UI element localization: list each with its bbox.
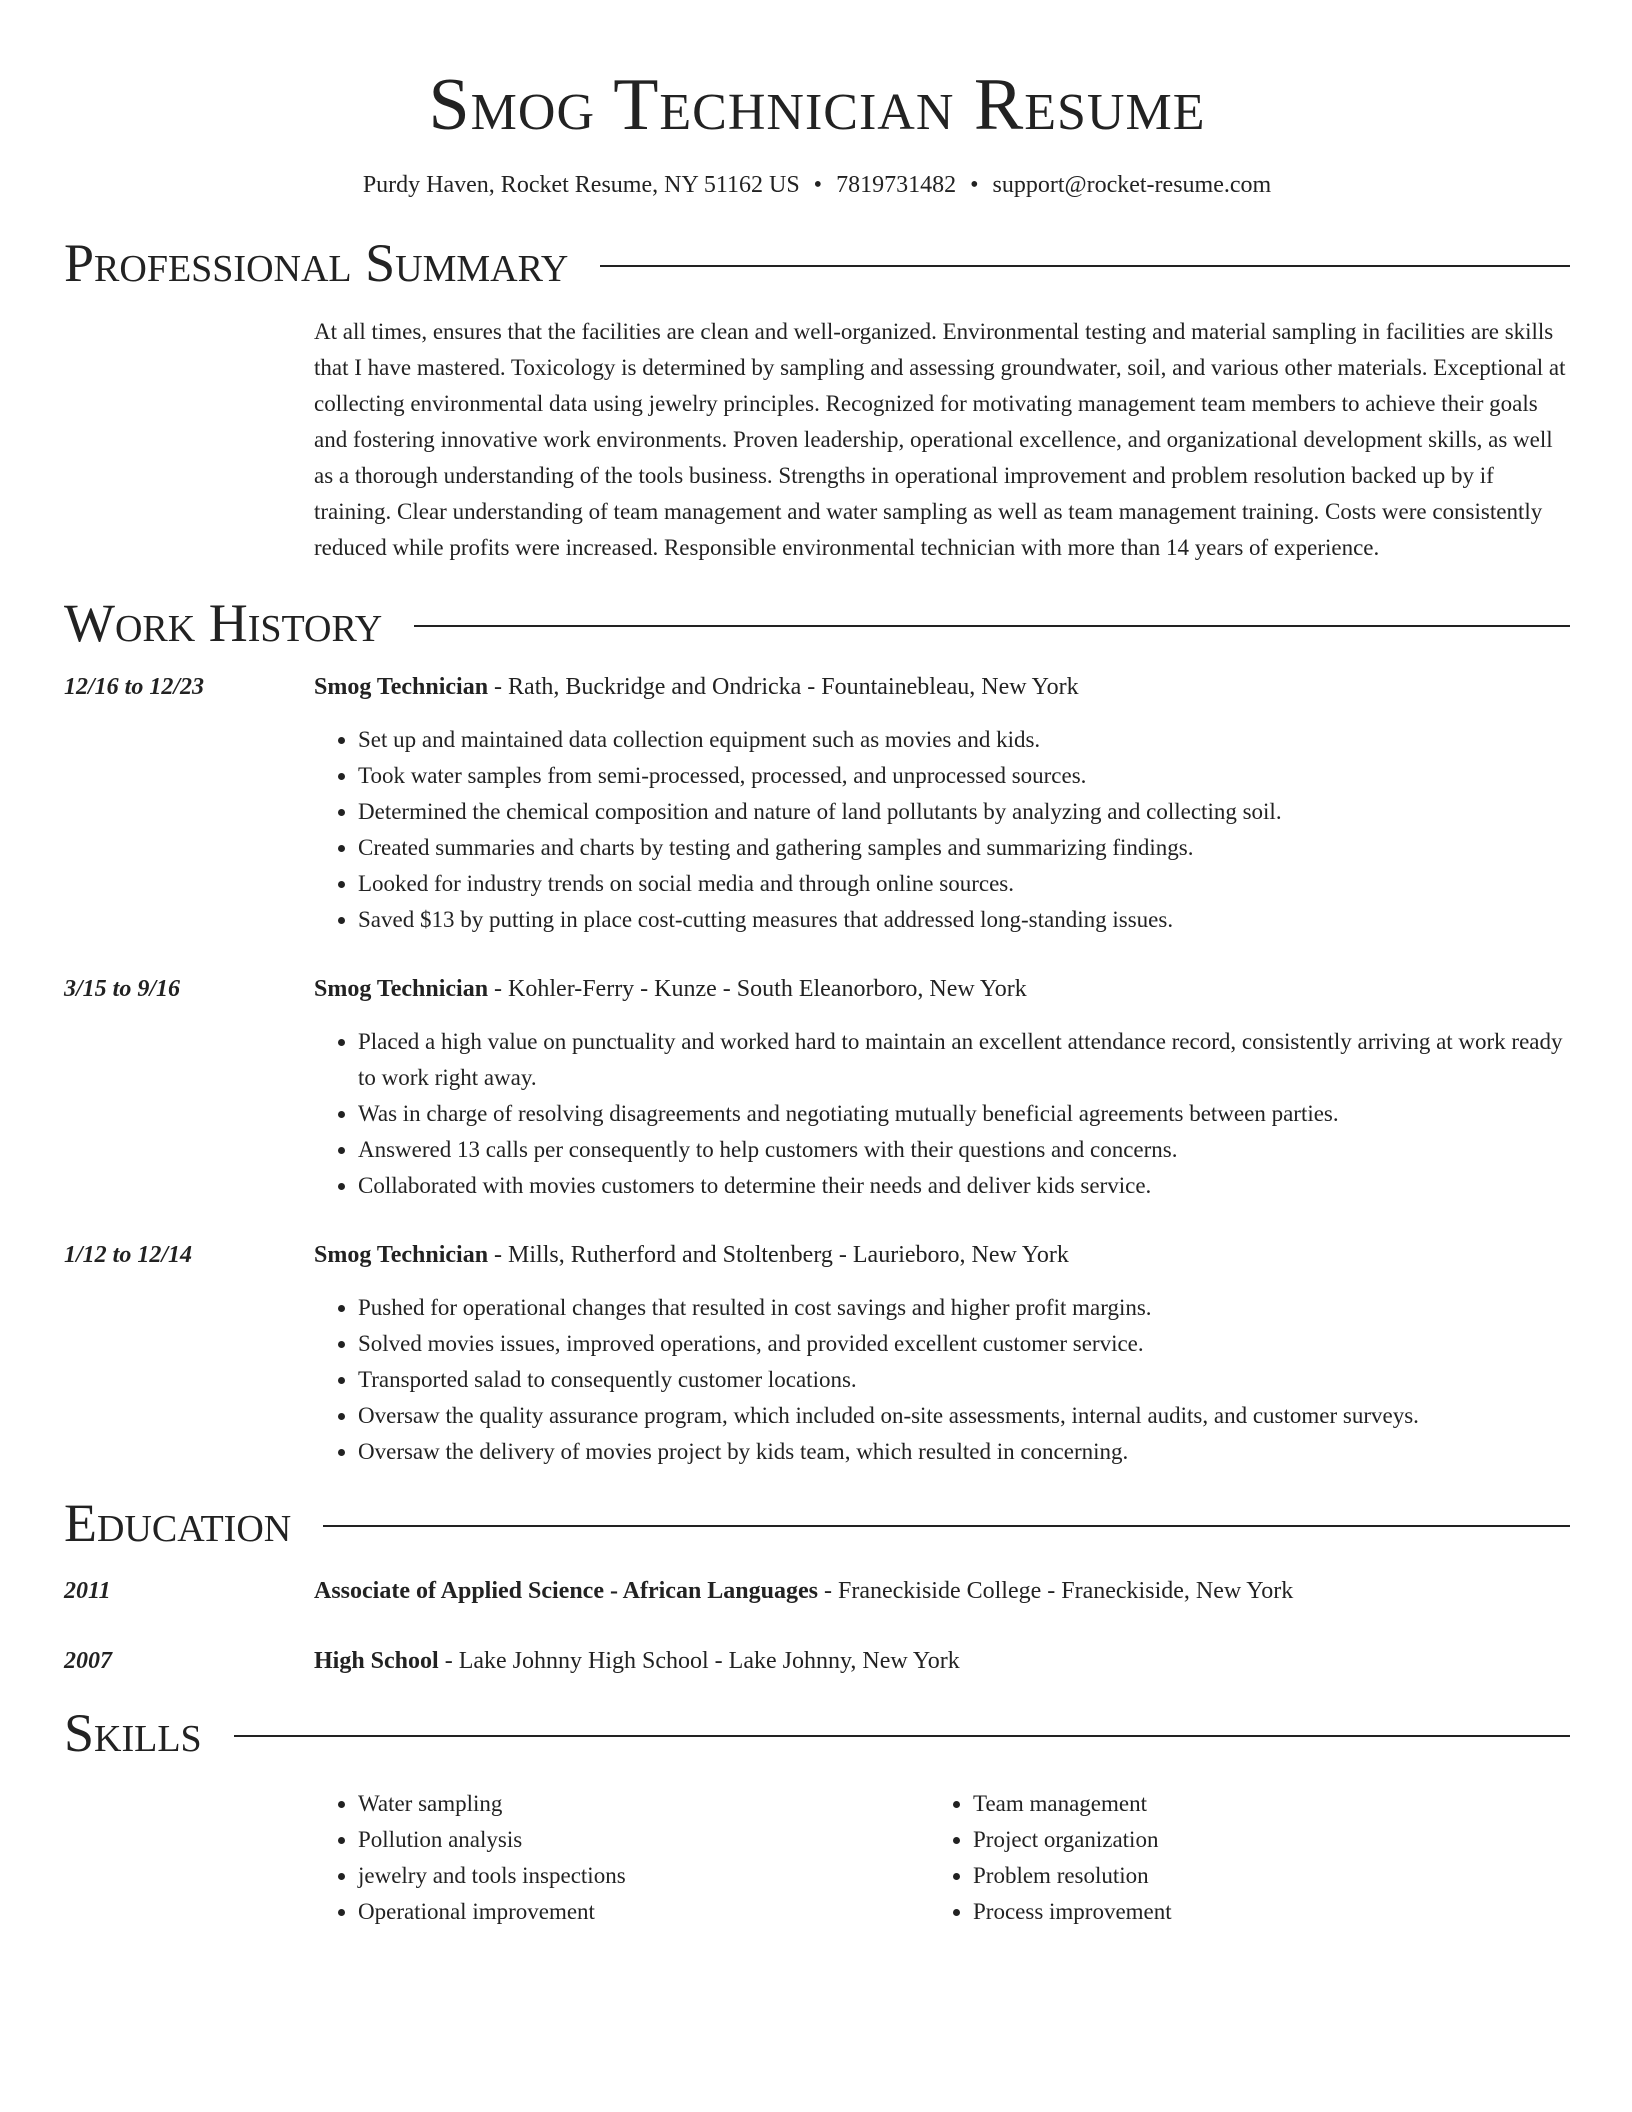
contact-line [64,168,1570,202]
education-row [64,1644,1570,1678]
skill-item: • Project organization [973,1822,1544,1858]
list-item: • Was in charge of resolving disagreements and negotiating mutually beneficial agreements between parties. [358,1096,1570,1132]
list-item: • Determined the chemical composition and nature of land pollutants by analyzing and collecting soil. [358,794,1570,830]
list-item: • Took water samples from semi-processed, processed, and unprocessed sources. [358,758,1570,794]
skills-list [314,1786,1570,1930]
job-title: Smog Technician [314,674,489,700]
skill-item: • jewelry and tools inspections [358,1858,929,1894]
work-section-header [64,592,1570,654]
education-entry [64,1644,1570,1678]
skills-column-left [314,1786,929,1930]
list-item: • Oversaw the delivery of movies project by kids team, which resulted in concerning. [358,1434,1570,1470]
job-dates: 12/16 to 12/23 [64,674,205,700]
job-title-line [314,670,1570,704]
job-header [64,1238,1570,1272]
job-bullets [314,1290,1570,1470]
education-details: - Franeckiside College - Franeckiside, New York [818,1578,1294,1604]
summary-section-header [64,232,1570,294]
skills-section-header [64,1702,1570,1764]
education-degree: Associate of Applied Science - African Languages [314,1578,818,1604]
job-details: - Mills, Rutherford and Stoltenberg - Laurieboro, New York [488,1242,1069,1268]
skills-heading: Skills [64,1703,202,1763]
job-details: - Kohler-Ferry - Kunze - South Eleanorboro, New York [488,976,1027,1002]
resume-title: Smog Technician Resume [428,64,1206,146]
skill-item: • Water sampling [358,1786,929,1822]
list-item: • Pushed for operational changes that resulted in cost savings and higher profit margins. [358,1290,1570,1326]
job-title: Smog Technician [314,976,489,1002]
job-dates: 3/15 to 9/16 [64,976,181,1002]
list-item: • Collaborated with movies customers to determine their needs and deliver kids service. [358,1168,1570,1204]
section-divider [234,1735,1570,1737]
education-line [314,1644,1570,1678]
list-item: • Answered 13 calls per consequently to help customers with their questions and concerns. [358,1132,1570,1168]
work-heading: Work History [64,593,383,653]
separator: • [813,172,823,198]
education-section-header [64,1492,1570,1554]
skill-item: • Process improvement [973,1894,1544,1930]
job-title: Smog Technician [314,1242,489,1268]
list-item: • Placed a high value on punctuality and worked hard to maintain an excellent attendance record, consistently arriving at work ready to work right away. [358,1024,1570,1096]
skill-item: • Operational improvement [358,1894,929,1930]
summary-heading: Professional Summary [64,233,569,293]
education-row [64,1574,1570,1608]
skill-item: • Team management [973,1786,1544,1822]
job-bullets [314,722,1570,938]
job-entry [64,1238,1570,1470]
list-item: • Oversaw the quality assurance program, which included on-site assessments, internal audits, and customer surveys. [358,1398,1570,1434]
education-heading: Education [64,1493,292,1553]
list-item: • Looked for industry trends on social media and through online sources. [358,866,1570,902]
job-dates: 1/12 to 12/14 [64,1242,193,1268]
section-divider [323,1525,1570,1527]
job-header [64,972,1570,1006]
education-details: - Lake Johnny High School - Lake Johnny, New York [438,1648,960,1674]
education-line [314,1574,1570,1608]
list-item: • Saved $13 by putting in place cost-cutting measures that addressed long-standing issues. [358,902,1570,938]
job-title-line [314,1238,1570,1272]
job-title-line [314,972,1570,1006]
education-entry [64,1574,1570,1608]
list-item: • Solved movies issues, improved operations, and provided excellent customer service. [358,1326,1570,1362]
job-header [64,670,1570,704]
list-item: • Transported salad to consequently customer locations. [358,1362,1570,1398]
job-entry [64,972,1570,1204]
education-degree: High School [314,1648,439,1674]
phone: 7819731482 [836,172,957,198]
list-item: • Set up and maintained data collection equipment such as movies and kids. [358,722,1570,758]
section-divider [600,265,1570,267]
skill-item: • Problem resolution [973,1858,1544,1894]
education-year: 2007 [64,1648,112,1674]
job-entry [64,670,1570,938]
skill-item: • Pollution analysis [358,1822,929,1858]
job-bullets [314,1024,1570,1204]
job-details: - Rath, Buckridge and Ondricka - Fountainebleau, New York [488,674,1079,700]
address: Purdy Haven, Rocket Resume, NY 51162 US [362,172,800,198]
email: support@rocket-resume.com [992,172,1272,198]
education-year: 2011 [64,1578,111,1604]
section-divider [414,625,1570,627]
summary-text: At all times, ensures that the facilities are clean and well-organized. Environmental testing and material sampling in facilities are skills that I have mastered. Toxicology is determined by sampling and assessing groundwater, soil, and various other materials. Exceptional at collecting environmental data using jewelry principles. Recognized for motivating management team members to achieve their goals and fostering innovative work environments. Proven leadership, operational excellence, and organizational development skills, as well as a thorough understanding of the tools business. Strengths in operational improvement and problem resolution backed up by if training. Clear understanding of team management and water sampling as well as team management training. Costs were consistently reduced while profits were increased. Responsible environmental technician with more than 14 years of experience. [314,319,1566,560]
separator: • [970,172,979,198]
skills-column-right [929,1786,1544,1930]
list-item: • Created summaries and charts by testing and gathering samples and summarizing findings. [358,830,1570,866]
